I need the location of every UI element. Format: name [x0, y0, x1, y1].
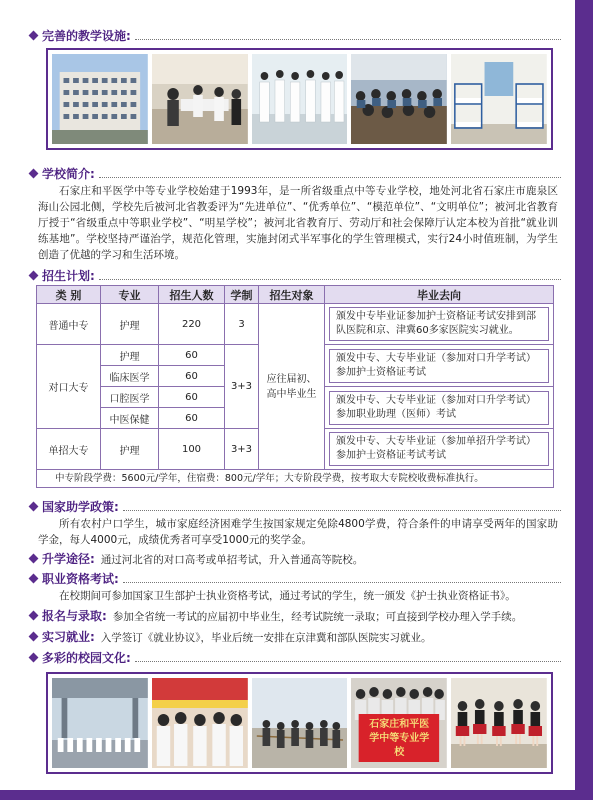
- diamond-icon: [29, 573, 39, 583]
- enroll-title: 报名与录取:: [42, 609, 107, 623]
- upgrade-title: 升学途径:: [42, 552, 95, 566]
- upgrade-text: 通过河北省的对口高考或单招考试，升入普通高等院校。: [100, 554, 364, 566]
- table-row: [37, 304, 554, 345]
- intro-title: 学校简介:: [42, 166, 95, 181]
- header-years: 学制: [225, 286, 259, 304]
- plan-heading: [28, 266, 561, 284]
- table-header-row: [37, 286, 554, 304]
- header-category: 类 别: [37, 286, 101, 304]
- culture-title: 多彩的校园文化:: [42, 650, 131, 665]
- cell-count: 220: [159, 304, 225, 345]
- cell-target: 应往届初、高中毕业生: [259, 304, 325, 470]
- cell-category: 普通中专: [37, 304, 101, 345]
- employ-line: [28, 628, 561, 647]
- cell-outcome: [325, 429, 554, 470]
- cell-major: 护理: [101, 304, 159, 345]
- header-outcome: 毕业去向: [325, 286, 554, 304]
- culture-heading: [28, 648, 561, 666]
- school-building-photo: [52, 54, 148, 144]
- cell-years: 3+3: [225, 429, 259, 470]
- header-major: 专业: [101, 286, 159, 304]
- fee-note: 中专阶段学费：5600元/学年，住宿费：800元/学年；大专阶段学费，按考取大专院校收费标准执行。: [36, 470, 554, 488]
- aid-title: 国家助学政策:: [42, 499, 119, 514]
- dormitory-photo: [451, 54, 547, 144]
- bottom-accent-bar: [0, 790, 593, 800]
- diamond-icon: [29, 168, 39, 178]
- cell-count: 60: [159, 366, 225, 387]
- dotted-rule: [123, 510, 561, 511]
- diamond-icon: [29, 652, 39, 662]
- header-target: 招生对象: [259, 286, 325, 304]
- facilities-photo-strip: [46, 48, 553, 150]
- enroll-text: 参加全省统一考试的应届初中毕业生，经考试院统一录取；可直接到学校办理入学手续。: [112, 611, 523, 623]
- outcome-box: 颁发中专、大专毕业证（参加对口升学考试）参加职业助理（医师）考试: [329, 391, 549, 425]
- cert-paragraph: 在校期间可参加国家卫生部护士执业资格考试，通过考试的学生，统一颁发《护士执业资格证书》。: [59, 590, 516, 602]
- aid-paragraph: 所有农村户口学生，城市家庭经济困难学生按国家规定免除4800学费，符合条件的申请享受两年的国家助学金，每人4000元，成绩优秀者可享受1000元的奖学金。: [38, 518, 558, 546]
- cell-major: 护理: [101, 345, 159, 366]
- employ-title: 实习就业:: [42, 630, 95, 644]
- tug-of-war-photo: [252, 678, 348, 768]
- dance-performance-photo: [451, 678, 547, 768]
- culture-banner-text: 石家庄和平医学中等专业学校: [369, 718, 430, 758]
- diamond-icon: [29, 632, 39, 642]
- dotted-rule: [99, 279, 561, 280]
- cell-count: 60: [159, 387, 225, 408]
- aid-heading: [28, 497, 561, 515]
- cell-count: 60: [159, 408, 225, 429]
- plan-title: 招生计划:: [42, 268, 95, 283]
- intro-paragraph: 石家庄和平医学中等专业学校始建于1993年，是一所省级重点中等专业学校，地处河北省石家庄市鹿泉区海山公园北侧，学校先后被河北省教委评为“先进单位”、“优秀单位”、“模范单位”、“文明单位”；被河北省教育厅授于“省级重点中等职业学校”、“明星学校”；被河北省教育厅、劳动厅和社会保障厅认定本校为首批“就业训练基地”。学校坚持严谨治学，规范化管理，实施封闭式半军事化的学生管理模式，实行24小时值班制，为学生创造了优越的学习和生活环境。: [38, 185, 558, 261]
- cell-category: 对口大专: [37, 345, 101, 429]
- cell-years: 3+3: [225, 345, 259, 429]
- diamond-icon: [29, 554, 39, 564]
- right-accent-bar: [575, 0, 593, 800]
- facilities-heading: [28, 26, 561, 44]
- employ-text: 入学签订《就业协议》，毕业后统一安排在京津冀和部队医院实习就业。: [100, 632, 432, 644]
- dotted-rule: [135, 661, 561, 662]
- dotted-rule: [123, 582, 561, 583]
- cell-years: 3: [225, 304, 259, 345]
- facilities-title: 完善的教学设施:: [42, 28, 131, 43]
- cert-title: 职业资格考试:: [42, 571, 119, 586]
- nursing-practice-photo: [252, 54, 348, 144]
- cell-outcome: [325, 345, 554, 387]
- culture-photo-strip: [46, 672, 553, 774]
- cell-major: 临床医学: [101, 366, 159, 387]
- cell-outcome: [325, 304, 554, 345]
- cell-outcome: [325, 387, 554, 429]
- training-lab-photo: [152, 54, 248, 144]
- intro-heading: [28, 164, 561, 182]
- cell-major: 口腔医学: [101, 387, 159, 408]
- upgrade-line: [28, 550, 561, 569]
- cert-heading: [28, 569, 561, 587]
- diamond-icon: [29, 270, 39, 280]
- diamond-icon: [29, 501, 39, 511]
- outcome-box: 颁发中专、大专毕业证（参加对口升学考试）参加护士资格证考试: [329, 349, 549, 383]
- cell-category: 单招大专: [37, 429, 101, 470]
- enrollment-plan-table: [36, 285, 554, 470]
- dotted-rule: [135, 39, 561, 40]
- cell-major: 中医保健: [101, 408, 159, 429]
- dotted-rule: [99, 177, 561, 178]
- banner-group-photo: [351, 678, 447, 768]
- enroll-line: [28, 607, 561, 626]
- outcome-box: 颁发中专、大专毕业证（参加单招升学考试）参加护士资格证考试考试: [329, 432, 549, 466]
- ceremony-photo: [52, 678, 148, 768]
- classroom-photo: [351, 54, 447, 144]
- diamond-icon: [29, 30, 39, 40]
- students-group-photo: [152, 678, 248, 768]
- cell-count: 60: [159, 345, 225, 366]
- cell-major: 护理: [101, 429, 159, 470]
- outcome-box: 颁发中专毕业证参加护士资格证考试安排到部队医院和京、津冀60多家医院实习就业。: [329, 307, 549, 341]
- cell-count: 100: [159, 429, 225, 470]
- diamond-icon: [29, 611, 39, 621]
- header-count: 招生人数: [159, 286, 225, 304]
